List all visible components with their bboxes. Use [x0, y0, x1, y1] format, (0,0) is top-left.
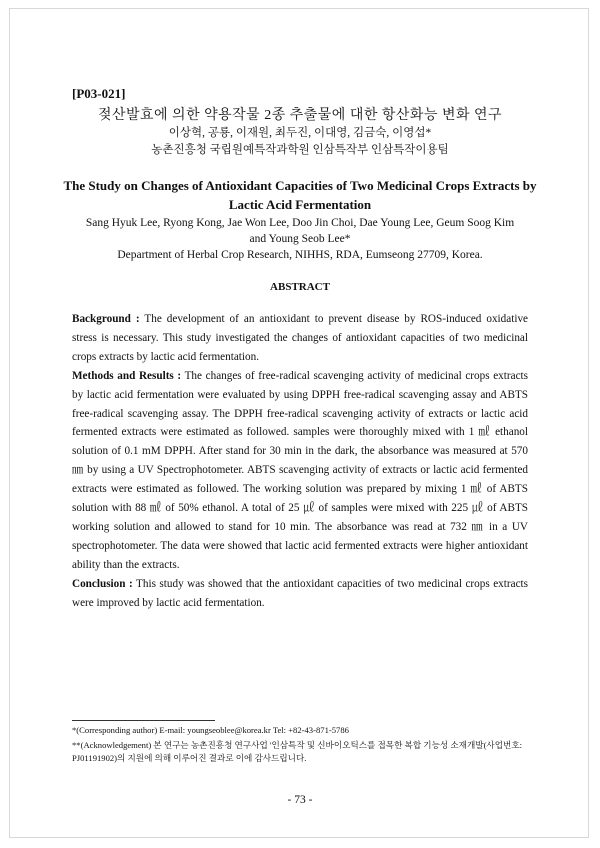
footnote-acknowledgement: **(Acknowledgement) 본 연구는 농촌진흥청 연구사업 '인삼특작 및 신바이오틱스를 접목한 복합 기능성 소재개발(사업번호: PJ01191902)의 지원에 의해 이루어진 결과로 이에 감사드립니다.	[72, 740, 523, 763]
abstract-heading: ABSTRACT	[270, 281, 330, 293]
korean-title: 젖산발효에 의한 약용작물 2종 추출물에 대한 항산화능 변화 연구	[97, 108, 503, 123]
page-number: - 73 -	[287, 794, 313, 806]
footnote-corresponding: *(Corresponding author) E-mail: youngseoblee@korea.kr Tel: +82-43-871-5786	[72, 725, 349, 735]
english-affiliation: Department of Herbal Crop Research, NIHHS, RDA, Eumseong 27709, Korea.	[117, 249, 483, 261]
background-label: Background :	[72, 313, 140, 325]
korean-affiliation: 농촌진흥청 국립원예특작과학원 인삼특작부 인삼특작이용팀	[151, 144, 449, 156]
methods-label: Methods and Results :	[72, 369, 182, 382]
abstract-code: [P03-021]	[72, 86, 126, 101]
english-title: The Study on Changes of Antioxidant Capacities of Two Medicinal Crops Extracts by Lactic Acid Fermentation	[63, 178, 537, 212]
conclusion-label: Conclusion :	[72, 577, 133, 590]
conclusion-text: This study was showed that the antioxidant capacities of two medicinal crops extracts were improved by lactic acid fermentation.	[72, 577, 528, 609]
background-text: The development of an antioxidant to prevent disease by ROS-induced oxidative stress is necessary. This study investigated the changes of antioxidant capacities of two medicinal crops extracts by lactic acid fermentation.	[72, 313, 528, 363]
footnote-divider	[72, 720, 215, 721]
methods-text: The changes of free-radical scavenging activity of medicinal crops extracts by lactic acid fermentation were evaluated by using DPPH free-radical scavenging assay and ABTS free-radical scavenging assay. The DPPH free-radical scavenging activity of extracts or lactic acid fermented extracts were estimated as followed. samples were thoroughly mixed with 1 ㎖ ethanol solution of 0.1 mM DPPH. After stand for 30 min in the dark, the absorbance was measured at 570 ㎚ by using a UV Spectrophotometer. ABTS scavenging activity of extracts or lactic acid fermented extracts were estimated as followed. The working solution was prepared by mixing 1 ㎖ of ABTS solution with 88 ㎖ of 50% ethanol. A total of 25 ㎕ of samples were mixed with 225 ㎕ of ABTS working solution and allowed to stand for 10 min. The absorbance was read at 732 ㎚ in a UV spectrophotometer. The data were showed that lactic acid fermented extracts were higher antioxidant ability than the extracts.	[72, 369, 528, 571]
abstract-body	[72, 310, 528, 613]
background-paragraph	[72, 310, 528, 367]
english-authors: Sang Hyuk Lee, Ryong Kong, Jae Won Lee, Doo Jin Choi, Dae Young Lee, Geum Soog Kim and Young Seob Lee*	[85, 217, 515, 245]
korean-authors: 이상혁, 공룡, 이재원, 최두진, 이대영, 김금숙, 이영섭*	[168, 127, 432, 139]
conclusion-paragraph	[72, 575, 528, 613]
methods-paragraph	[72, 367, 528, 575]
